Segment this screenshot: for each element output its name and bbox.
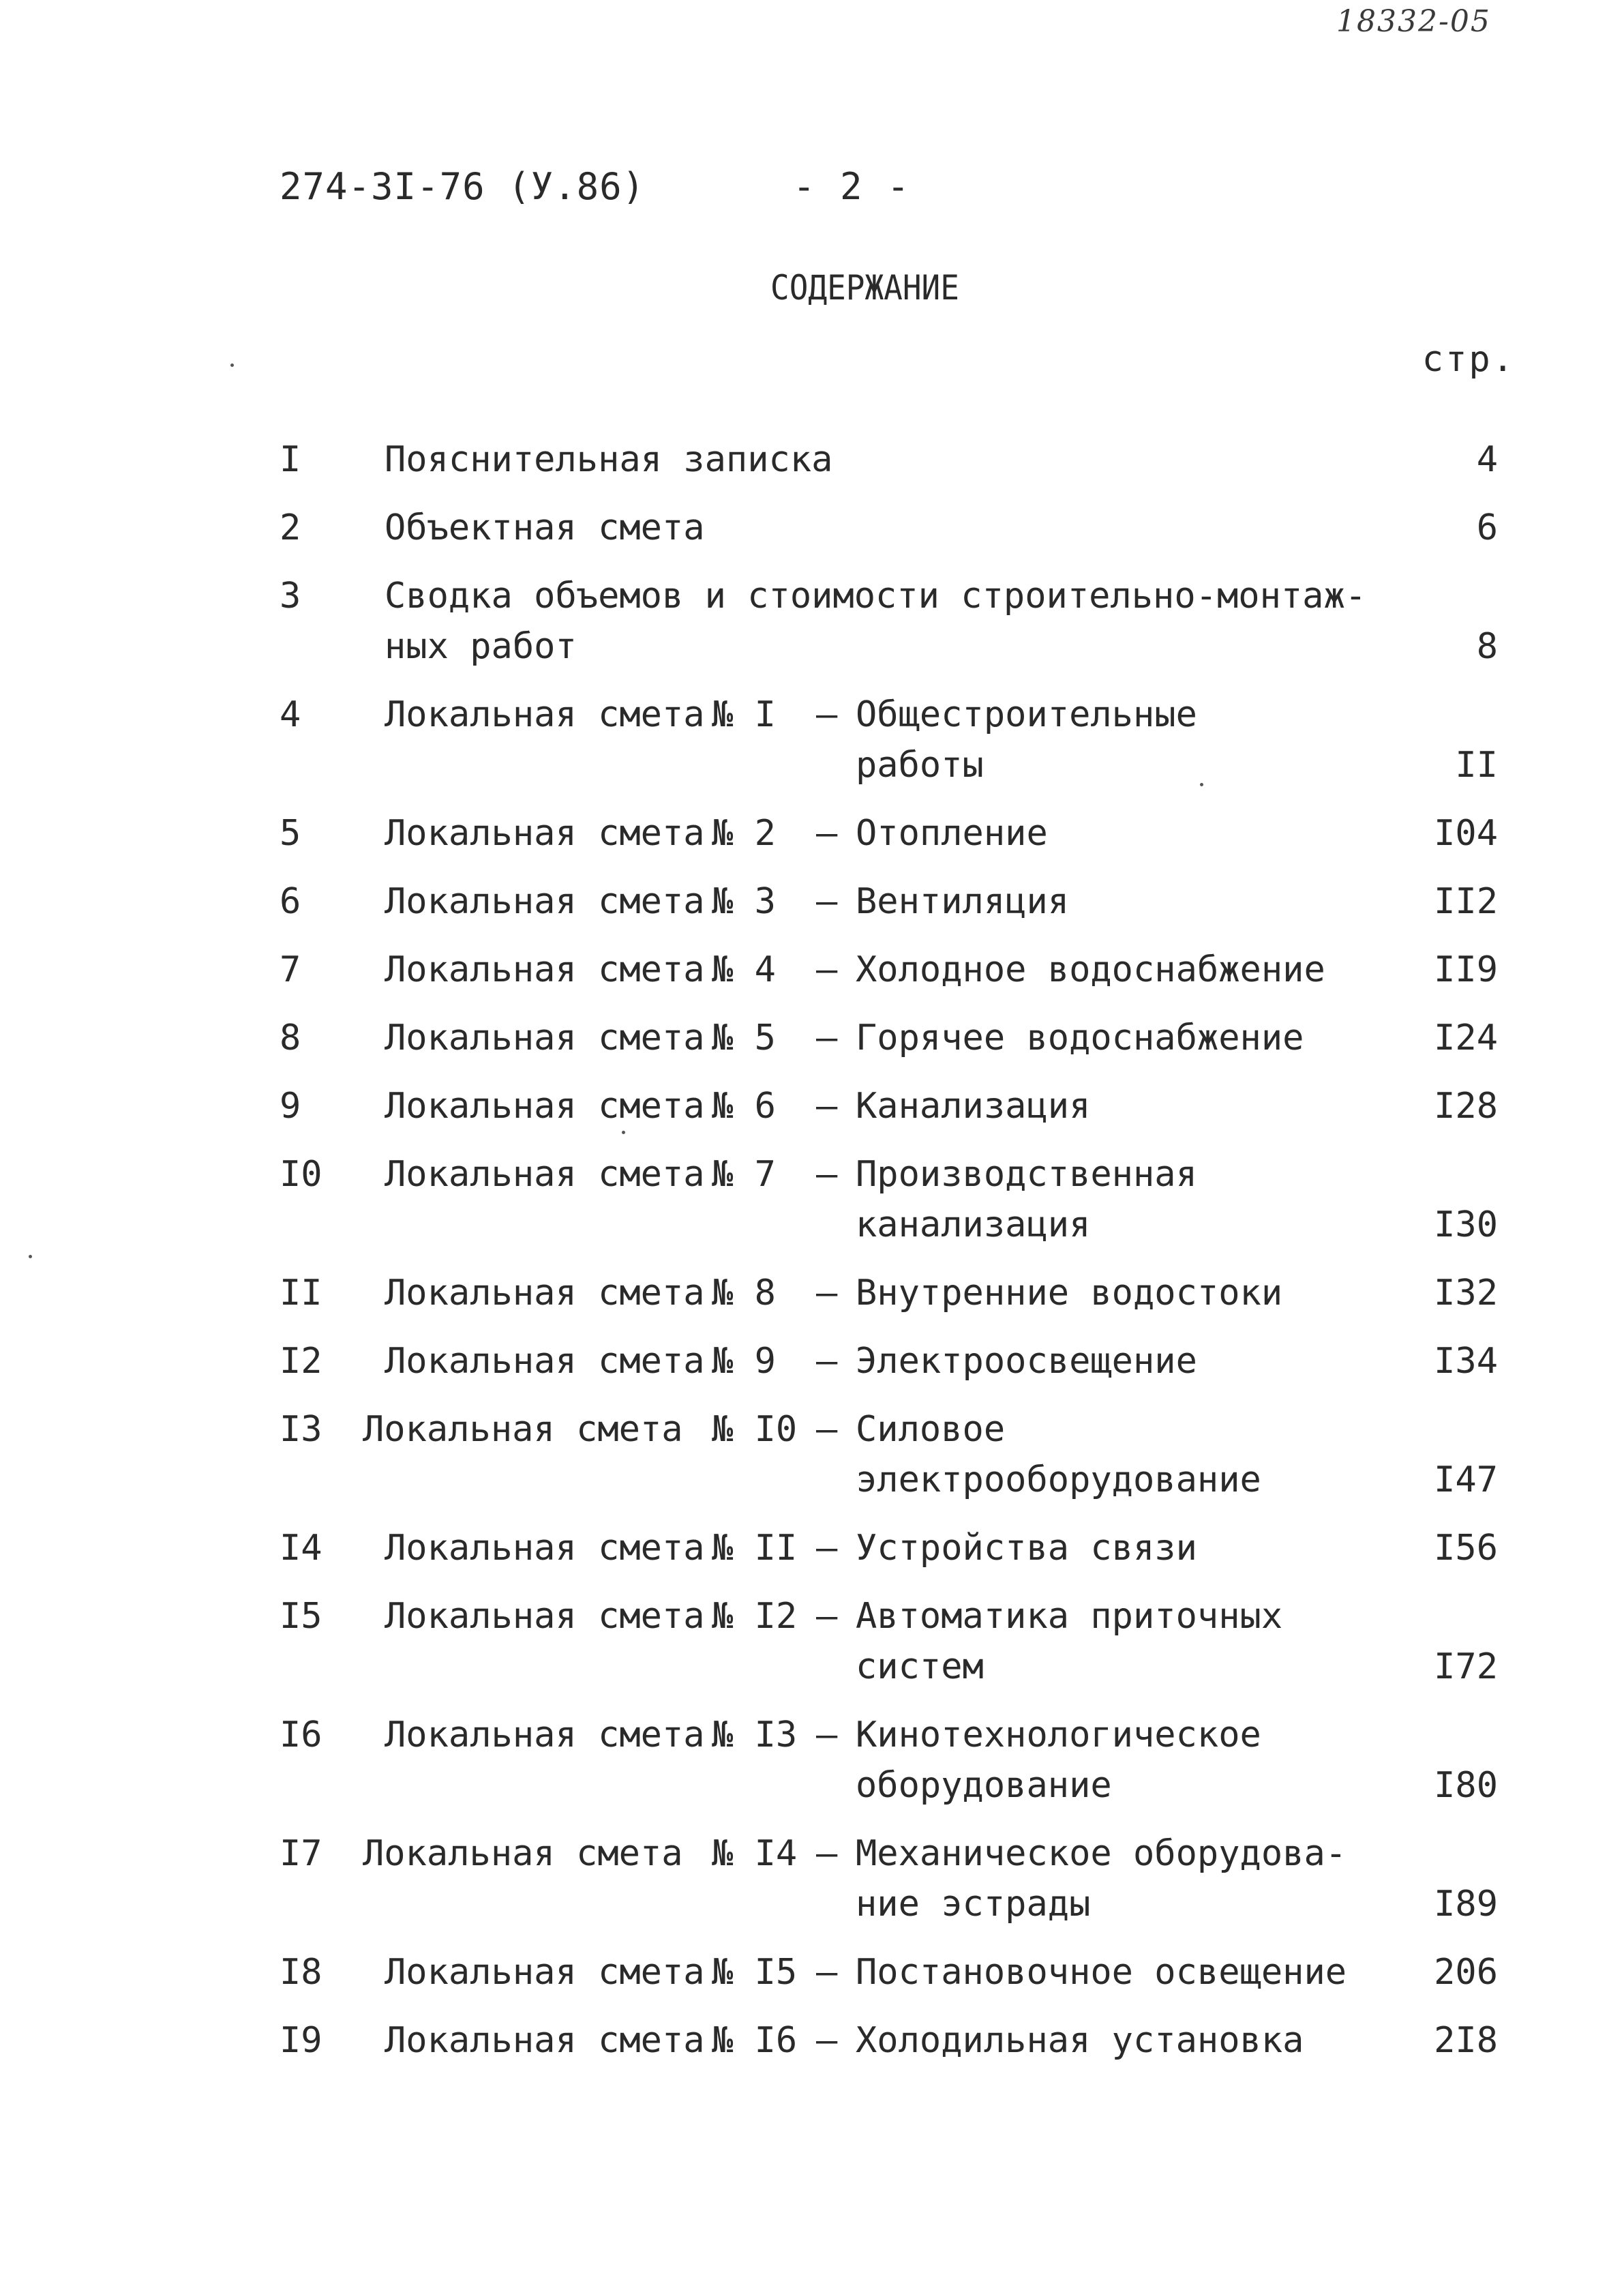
toc-entry-label: Локальная смета <box>363 1833 683 1874</box>
toc-entry-estimate-number: № 2 <box>712 813 776 854</box>
toc-entry-number: I3 <box>280 1409 322 1450</box>
toc-entry-page: I89 <box>1434 1884 1498 1925</box>
toc-entry-description-continued: ние эстрады <box>856 1884 1091 1925</box>
toc-entry-label: Локальная смета <box>385 881 705 922</box>
toc-entry-label: Локальная смета <box>385 1528 705 1569</box>
toc-entry-estimate-number: № 4 <box>712 949 776 990</box>
toc-entry-estimate-number: № I2 <box>712 1596 798 1637</box>
toc-entry-number: 7 <box>280 949 301 990</box>
toc-entry-description: Горячее водоснабжение <box>856 1018 1304 1058</box>
toc-entry-description: Вентиляция <box>856 881 1070 922</box>
toc-entry-description: Постановочное освещение <box>856 1952 1347 1993</box>
toc-entry-description: Электроосвещение <box>856 1341 1197 1382</box>
toc-entry-estimate-number: № 5 <box>712 1018 776 1058</box>
toc-entry-label: Локальная смета <box>385 1018 705 1058</box>
scan-speck <box>29 1255 32 1258</box>
toc-entry-dash: – <box>816 949 838 990</box>
toc-entry-page: II2 <box>1434 881 1498 922</box>
toc-entry-label: Локальная смета <box>385 1086 705 1127</box>
toc-entry-page: I47 <box>1434 1459 1498 1500</box>
toc-entry-page: II9 <box>1434 949 1498 990</box>
toc-entry-description: Кинотехнологическое <box>856 1715 1261 1755</box>
toc-entry-estimate-number: № 8 <box>712 1273 776 1313</box>
toc-entry-page: I04 <box>1434 813 1498 854</box>
toc-entry-description: Механическое оборудова- <box>856 1833 1347 1874</box>
page-column-header: стр. <box>1422 339 1516 380</box>
toc-entry-label: Локальная смета <box>385 813 705 854</box>
toc-entry-dash: – <box>816 1273 838 1313</box>
toc-entry-dash: – <box>816 1952 838 1993</box>
toc-entry-label: Локальная смета <box>363 1409 683 1450</box>
toc-entry-page: I72 <box>1434 1646 1498 1687</box>
page-number: - 2 - <box>793 165 911 208</box>
toc-entry-description: Устройства связи <box>856 1528 1197 1569</box>
page-title: СОДЕРЖАНИЕ <box>770 268 959 308</box>
toc-entry-page: 8 <box>1476 626 1498 667</box>
toc-entry-dash: – <box>816 1154 838 1195</box>
toc-entry-estimate-number: № I3 <box>712 1715 798 1755</box>
toc-entry-description-continued: канализация <box>856 1204 1091 1245</box>
toc-entry-number: 8 <box>280 1018 301 1058</box>
toc-entry-page: I56 <box>1434 1528 1498 1569</box>
toc-entry-number: I9 <box>280 2020 322 2061</box>
toc-entry-number: I5 <box>280 1596 322 1637</box>
toc-entry-estimate-number: № I0 <box>712 1409 798 1450</box>
toc-entry-page: I34 <box>1434 1341 1498 1382</box>
toc-entry-label: Локальная смета <box>385 1715 705 1755</box>
toc-entry-description: Холодное водоснабжение <box>856 949 1325 990</box>
toc-entry-estimate-number: № 9 <box>712 1341 776 1382</box>
toc-entry-number: I2 <box>280 1341 322 1382</box>
toc-entry-label: Локальная смета <box>385 949 705 990</box>
document-code: 274-3I-76 (У.86) <box>280 165 646 208</box>
toc-entry-text: Объектная смета <box>385 507 705 548</box>
toc-entry-page: 2I8 <box>1434 2020 1498 2061</box>
scan-speck <box>230 363 234 367</box>
toc-entry-dash: – <box>816 2020 838 2061</box>
toc-entry-dash: – <box>816 813 838 854</box>
toc-entry-number: I6 <box>280 1715 322 1755</box>
toc-entry-description-continued: систем <box>856 1646 984 1687</box>
toc-entry-number: 2 <box>280 507 301 548</box>
toc-entry-number: 9 <box>280 1086 301 1127</box>
toc-entry-page: 206 <box>1434 1952 1498 1993</box>
toc-entry-estimate-number: № 6 <box>712 1086 776 1127</box>
toc-entry-description-continued: оборудование <box>856 1765 1112 1806</box>
toc-entry-dash: – <box>816 1833 838 1874</box>
toc-entry-number: I8 <box>280 1952 322 1993</box>
toc-entry-number: II <box>280 1273 322 1313</box>
toc-entry-label: Локальная смета <box>385 1154 705 1195</box>
toc-entry-estimate-number: № I <box>712 694 776 735</box>
toc-entry-text: Пояснительная записка <box>385 439 833 480</box>
toc-entry-number: 4 <box>280 694 301 735</box>
toc-entry-estimate-number: № I6 <box>712 2020 798 2061</box>
toc-entry-dash: – <box>816 1018 838 1058</box>
scan-speck <box>622 1131 625 1134</box>
toc-entry-estimate-number: № I5 <box>712 1952 798 1993</box>
toc-entry-label: Локальная смета <box>385 694 705 735</box>
toc-entry-text: Сводка объемов и стоимости строительно-монтаж- <box>385 576 1367 617</box>
toc-entry-number: I4 <box>280 1528 322 1569</box>
toc-entry-description-continued: электрооборудование <box>856 1459 1261 1500</box>
toc-entry-description: Производственная <box>856 1154 1197 1195</box>
toc-entry-dash: – <box>816 1409 838 1450</box>
toc-entry-description: Отопление <box>856 813 1048 854</box>
toc-entry-page: I32 <box>1434 1273 1498 1313</box>
toc-entry-page: I30 <box>1434 1204 1498 1245</box>
toc-entry-number: I0 <box>280 1154 322 1195</box>
toc-entry-label: Локальная смета <box>385 1341 705 1382</box>
toc-entry-text-continued: ных работ <box>385 626 577 667</box>
toc-entry-label: Локальная смета <box>385 2020 705 2061</box>
toc-entry-page: I80 <box>1434 1765 1498 1806</box>
toc-entry-page: I24 <box>1434 1018 1498 1058</box>
toc-entry-number: 3 <box>280 576 301 617</box>
toc-entry-description: Общестроительные <box>856 694 1197 735</box>
toc-entry-dash: – <box>816 694 838 735</box>
toc-entry-page: 4 <box>1476 439 1498 480</box>
toc-entry-estimate-number: № I4 <box>712 1833 798 1874</box>
toc-entry-description: Канализация <box>856 1086 1091 1127</box>
toc-entry-page: 6 <box>1476 507 1498 548</box>
toc-entry-dash: – <box>816 1596 838 1637</box>
toc-entry-estimate-number: № II <box>712 1528 798 1569</box>
toc-entry-label: Локальная смета <box>385 1596 705 1637</box>
toc-entry-dash: – <box>816 881 838 922</box>
toc-entry-estimate-number: № 7 <box>712 1154 776 1195</box>
scan-speck <box>1200 783 1203 786</box>
toc-entry-dash: – <box>816 1341 838 1382</box>
toc-entry-label: Локальная смета <box>385 1273 705 1313</box>
toc-entry-number: 6 <box>280 881 301 922</box>
toc-entry-dash: – <box>816 1715 838 1755</box>
toc-entry-page: I28 <box>1434 1086 1498 1127</box>
toc-entry-description: Внутренние водостоки <box>856 1273 1283 1313</box>
toc-entry-number: I7 <box>280 1833 322 1874</box>
toc-entry-page: II <box>1455 745 1498 786</box>
toc-entry-description: Холодильная установка <box>856 2020 1304 2061</box>
toc-entry-estimate-number: № 3 <box>712 881 776 922</box>
toc-entry-number: I <box>280 439 301 480</box>
archive-stamp: 18332-05 <box>1336 4 1491 39</box>
toc-entry-description-continued: работы <box>856 745 984 786</box>
toc-entry-dash: – <box>816 1528 838 1569</box>
toc-entry-description: Силовое <box>856 1409 1006 1450</box>
toc-entry-description: Автоматика приточных <box>856 1596 1283 1637</box>
toc-entry-number: 5 <box>280 813 301 854</box>
toc-entry-dash: – <box>816 1086 838 1127</box>
toc-entry-label: Локальная смета <box>385 1952 705 1993</box>
